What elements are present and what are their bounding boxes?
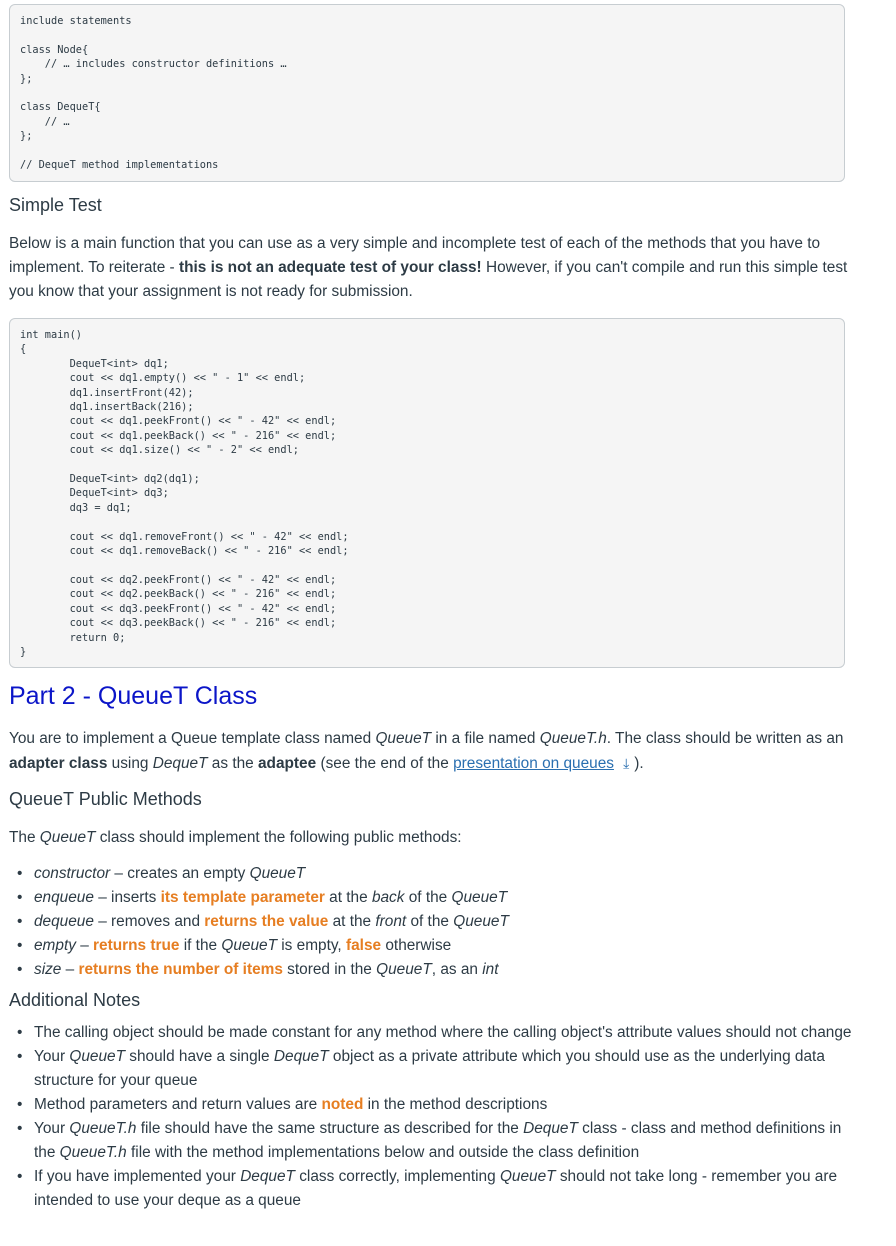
methods-list bbox=[9, 862, 859, 982]
note-item: • The calling object should be made constant for any method where the calling object's attribute values should not change bbox=[9, 1021, 859, 1045]
download-icon[interactable]: ⤓ bbox=[623, 755, 630, 771]
additional-notes-heading: Additional Notes bbox=[9, 990, 141, 1010]
public-methods-heading: QueueT Public Methods bbox=[9, 789, 202, 809]
simple-test-paragraph: Below is a main function that you can use as a very simple and incomplete test of each of the methods that you have to implement. To reiterate - this is not an adequate test of your class! However, if you can't compile and run this simple test you know that your assignment is not ready for submission. bbox=[9, 235, 848, 300]
note-item: • Your QueueT.h file should have the same structure as described for the DequeT class - class and method definitions in the QueueT.h file with the method implementations below and outside the class definition bbox=[9, 1117, 859, 1165]
method-item-dequeue: • dequeue – removes and returns the value at the front of the QueueT bbox=[9, 910, 859, 934]
method-item-constructor: • constructor – creates an empty QueueT bbox=[9, 862, 859, 886]
method-item-size: • size – returns the number of items stored in the QueueT, as an int bbox=[9, 958, 859, 982]
note-item: • If you have implemented your DequeT class correctly, implementing QueueT should not take long - remember you are intended to use your deque as a queue bbox=[9, 1165, 859, 1213]
note-item: • Method parameters and return values are noted in the method descriptions bbox=[9, 1093, 859, 1117]
simple-test-heading: Simple Test bbox=[9, 195, 102, 215]
note-item: • Your QueueT should have a single DequeT object as a private attribute which you should use as the underlying data structure for your queue bbox=[9, 1045, 859, 1093]
public-methods-intro: The QueueT class should implement the following public methods: bbox=[9, 829, 462, 846]
method-item-empty: • empty – returns true if the QueueT is empty, false otherwise bbox=[9, 934, 859, 958]
notes-list bbox=[9, 1021, 859, 1213]
part2-heading: Part 2 - QueueT Class bbox=[9, 682, 258, 710]
part2-intro-paragraph: You are to implement a Queue template class named QueueT in a file named QueueT.h. The class should be written as an adapter class using DequeT as the adaptee (see the end of the presentation on queues ⤓ ). bbox=[9, 727, 859, 776]
code-block-main: int main() { DequeT<int> dq1; cout << dq1.empty() << " - 1" << endl; dq1.insertFront(42); dq1.insertBack(216); cout << dq1.peekFront() << " - 42" << endl; cout << dq1.peekBack() << " - 216" << endl; cout << dq1.size() << " - 2" << endl; DequeT<int> dq2(dq1); DequeT<int> dq3; dq3 = dq1; cout << dq1.removeFront() << " - 42" << endl; cout << dq1.removeBack() << " - 216" << endl; cout << dq2.peekFront() << " - 42" << endl; cout << dq2.peekBack() << " - 216" << endl; cout << dq3.peekFront() << " - 42" << endl; cout << dq3.peekBack() << " - 216" << endl; return 0; } bbox=[9, 318, 845, 668]
presentation-link[interactable]: presentation on queues bbox=[453, 755, 614, 772]
code-block-includes: include statements class Node{ // … includes constructor definitions … }; class DequeT{ // … }; // DequeT method implementations bbox=[9, 4, 845, 182]
method-item-enqueue: • enqueue – inserts its template parameter at the back of the QueueT bbox=[9, 886, 859, 910]
